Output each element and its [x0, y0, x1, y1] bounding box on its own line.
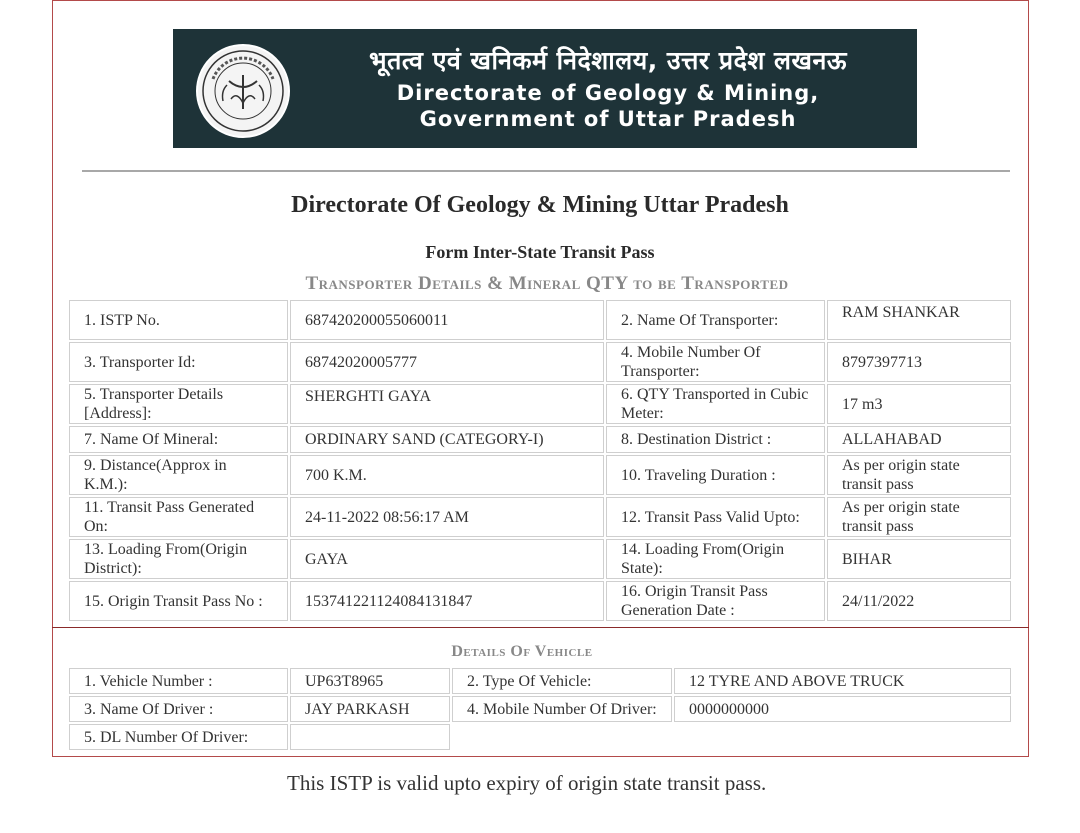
header-english-line2: Government of Uttar Pradesh [419, 107, 797, 131]
label-cell: 12. Transit Pass Valid Upto: [606, 497, 825, 537]
label-cell: 9. Distance(Approx in K.M.): [69, 455, 288, 495]
value-cell: RAM SHANKAR [827, 300, 1011, 340]
table-row [69, 696, 1011, 722]
value-cell: JAY PARKASH [290, 696, 450, 722]
table-row [69, 426, 1011, 453]
label-cell: 6. QTY Transported in Cubic Meter: [606, 384, 825, 424]
label-cell: 1. Vehicle Number : [69, 668, 288, 694]
value-cell: BIHAR [827, 539, 1011, 579]
value-cell: UP63T8965 [290, 668, 450, 694]
section-divider [52, 627, 1029, 628]
label-cell: 3. Name Of Driver : [69, 696, 288, 722]
table-row [69, 455, 1011, 495]
value-cell: 8797397713 [827, 342, 1011, 382]
label-cell: 5. DL Number Of Driver: [69, 724, 288, 750]
value-cell: 153741221124084131847 [290, 581, 604, 621]
label-cell: 4. Mobile Number Of Driver: [452, 696, 672, 722]
vehicle-details-table [67, 666, 1013, 752]
value-cell: 700 K.M. [290, 455, 604, 495]
footer-note: This ISTP is valid upto expiry of origin state transit pass. [287, 771, 767, 795]
table-row [69, 497, 1011, 537]
empty-cell [674, 724, 1011, 750]
value-cell: 687420200055060011 [290, 300, 604, 340]
label-cell: 1. ISTP No. [69, 300, 288, 340]
header-english-line1: Directorate of Geology & Mining, [396, 81, 820, 105]
value-cell: 24/11/2022 [827, 581, 1011, 621]
section-heading-vehicle: Details Of Vehicle [451, 643, 593, 660]
label-cell: 7. Name Of Mineral: [69, 426, 288, 453]
table-row [69, 724, 1011, 750]
value-cell: 68742020005777 [290, 342, 604, 382]
header-rule [82, 170, 1010, 172]
table-row [69, 539, 1011, 579]
label-cell: 13. Loading From(Origin District): [69, 539, 288, 579]
label-cell: 14. Loading From(Origin State): [606, 539, 825, 579]
transit-details-table [67, 298, 1013, 623]
value-cell: 17 m3 [827, 384, 1011, 424]
value-cell: 24-11-2022 08:56:17 AM [290, 497, 604, 537]
value-cell: GAYA [290, 539, 604, 579]
table-row [69, 300, 1011, 340]
table-row [69, 384, 1011, 424]
label-cell: 16. Origin Transit Pass Generation Date : [606, 581, 825, 621]
header-hindi-title: भूतत्व एवं खनिकर्म निदेशालय, उत्तर प्रदेश लखनऊ [369, 46, 847, 75]
form-title: Form Inter-State Transit Pass [425, 242, 655, 262]
label-cell: 3. Transporter Id: [69, 342, 288, 382]
label-cell: 5. Transporter Details [Address]: [69, 384, 288, 424]
value-cell [290, 724, 450, 750]
section-heading-transporter: Transporter Details & Mineral QTY to be Transported [305, 273, 789, 294]
value-cell: As per origin state transit pass [827, 455, 1011, 495]
label-cell: 11. Transit Pass Generated On: [69, 497, 288, 537]
value-cell: SHERGHTI GAYA [290, 384, 604, 424]
value-cell: 12 TYRE AND ABOVE TRUCK [674, 668, 1011, 694]
up-government-emblem-icon [193, 41, 293, 141]
label-cell: 4. Mobile Number Of Transporter: [606, 342, 825, 382]
label-cell: 10. Traveling Duration : [606, 455, 825, 495]
label-cell: 2. Name Of Transporter: [606, 300, 825, 340]
value-cell: ORDINARY SAND (CATEGORY-I) [290, 426, 604, 453]
table-row [69, 342, 1011, 382]
empty-cell [452, 724, 672, 750]
label-cell: 8. Destination District : [606, 426, 825, 453]
label-cell: 2. Type Of Vehicle: [452, 668, 672, 694]
header-banner [173, 29, 917, 148]
value-cell: As per origin state transit pass [827, 497, 1011, 537]
value-cell: ALLAHABAD [827, 426, 1011, 453]
label-cell: 15. Origin Transit Pass No : [69, 581, 288, 621]
table-row [69, 668, 1011, 694]
document-title: Directorate Of Geology & Mining Uttar Pradesh [291, 192, 789, 218]
table-row [69, 581, 1011, 621]
value-cell: 0000000000 [674, 696, 1011, 722]
